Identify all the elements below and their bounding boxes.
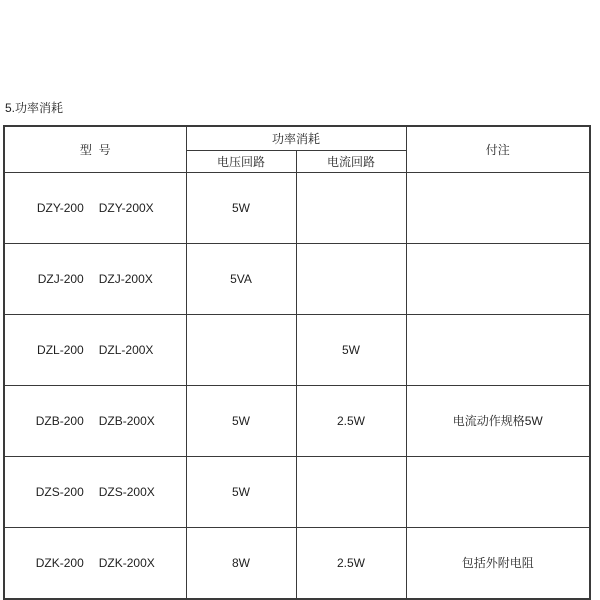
table-row xyxy=(4,172,590,243)
note-value: 包括外附电阻 xyxy=(406,527,590,599)
voltage-circuit-value: 5W xyxy=(186,456,296,527)
model-name: DZL-200 xyxy=(37,342,84,357)
model-cell xyxy=(4,243,186,314)
note-value xyxy=(406,172,590,243)
column-header-current-circuit: 电流回路 xyxy=(296,150,406,172)
table-row xyxy=(4,456,590,527)
model-cell xyxy=(4,314,186,385)
note-value xyxy=(406,456,590,527)
column-header-voltage-circuit: 电压回路 xyxy=(186,150,296,172)
table-row xyxy=(4,385,590,456)
model-name-x: DZJ-200X xyxy=(98,271,153,286)
voltage-circuit-value xyxy=(186,314,296,385)
model-name: DZY-200 xyxy=(36,200,84,215)
table-row xyxy=(4,527,590,599)
table-header-row-1 xyxy=(4,126,590,150)
voltage-circuit-value: 8W xyxy=(186,527,296,599)
model-name-x: DZB-200X xyxy=(98,413,155,428)
model-name-x: DZS-200X xyxy=(98,484,155,499)
column-header-model: 型 号 xyxy=(4,126,186,172)
voltage-circuit-value: 5W xyxy=(186,172,296,243)
column-header-note: 付注 xyxy=(406,126,590,172)
model-name-x: DZL-200X xyxy=(98,342,154,357)
model-name-x: DZY-200X xyxy=(98,200,154,215)
table-row xyxy=(4,314,590,385)
voltage-circuit-value: 5W xyxy=(186,385,296,456)
current-circuit-value: 5W xyxy=(296,314,406,385)
model-name-x: DZK-200X xyxy=(98,555,155,570)
model-name: DZK-200 xyxy=(35,555,84,570)
model-name: DZJ-200 xyxy=(37,271,84,286)
voltage-circuit-value: 5VA xyxy=(186,243,296,314)
current-circuit-value xyxy=(296,243,406,314)
current-circuit-value xyxy=(296,172,406,243)
note-value: 电流动作规格5W xyxy=(406,385,590,456)
current-circuit-value: 2.5W xyxy=(296,527,406,599)
model-name: DZB-200 xyxy=(35,413,84,428)
section-title: 5.功率消耗 xyxy=(5,101,64,115)
current-circuit-value: 2.5W xyxy=(296,385,406,456)
model-cell xyxy=(4,527,186,599)
note-value xyxy=(406,243,590,314)
table-row xyxy=(4,243,590,314)
model-cell xyxy=(4,385,186,456)
model-cell xyxy=(4,172,186,243)
column-header-power-group: 功率消耗 xyxy=(186,126,406,150)
note-value xyxy=(406,314,590,385)
power-consumption-table xyxy=(3,125,591,600)
current-circuit-value xyxy=(296,456,406,527)
model-cell xyxy=(4,456,186,527)
model-name: DZS-200 xyxy=(35,484,84,499)
